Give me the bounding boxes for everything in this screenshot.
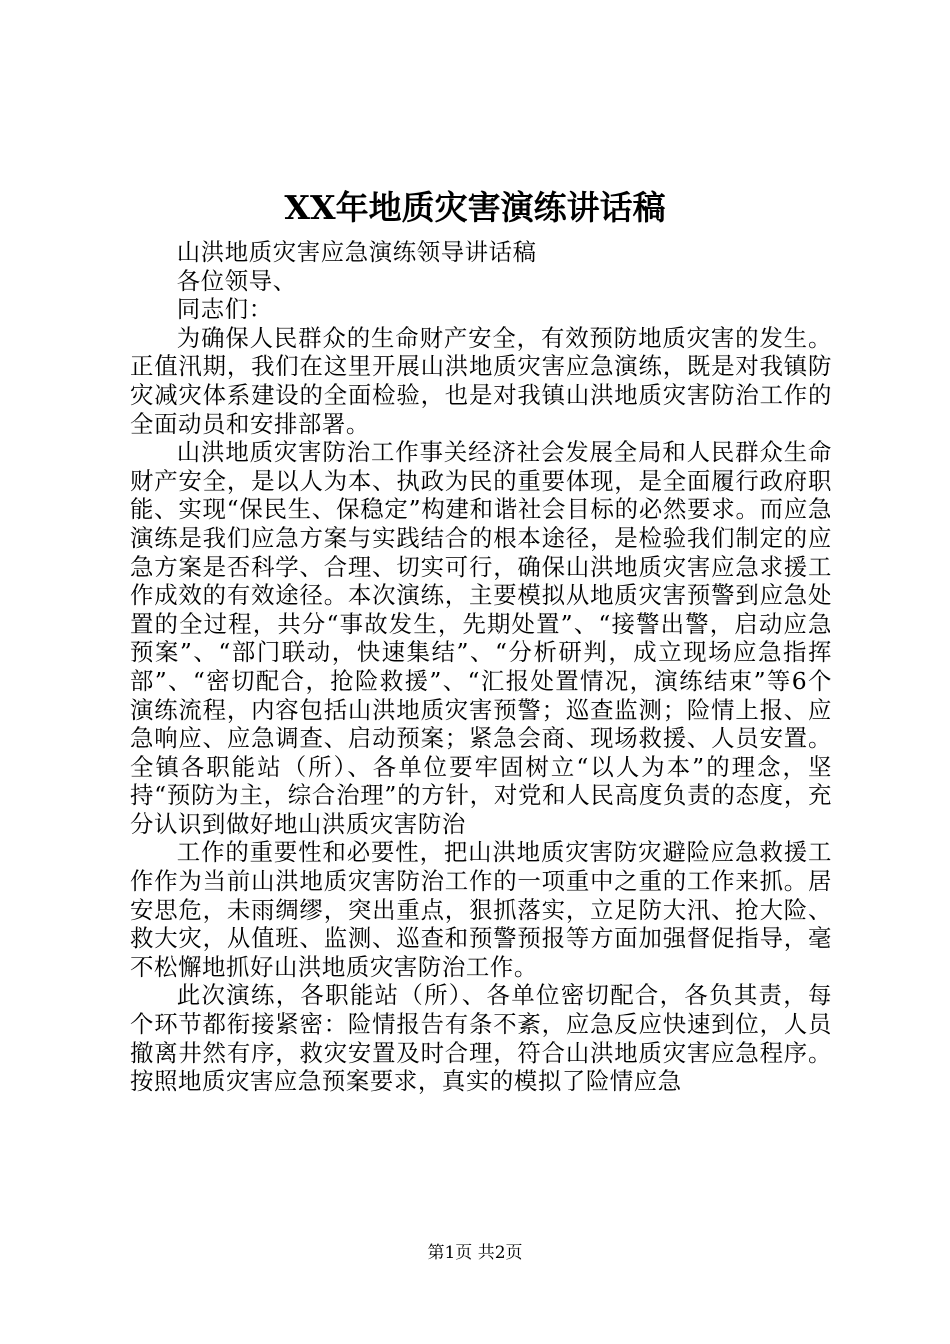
paragraph-intro: 为确保人民群众的生命财产安全，有效预防地质灾害的发生。正值汛期，我们在这里开展山洪地质灾害应急演练，既是对我镇防灾减灾体系建设的全面检验，也是对我镇山洪地质灾害防治工作的全面动员和安排部署。 <box>130 323 832 438</box>
page-indicator: 第1页 共2页 <box>427 1243 523 1263</box>
paragraph-subtitle: 山洪地质灾害应急演练领导讲话稿 <box>176 238 537 266</box>
paragraph-salutation-comrades: 同志们： <box>176 295 273 324</box>
document-body <box>130 238 832 1096</box>
paragraph-importance: 山洪地质灾害防治工作事关经济社会发展全局和人民群众生命财产安全，是以人为本、执政为民的重要体现，是全面履行政府职能、实现“保民生、保稳定”构建和谐社会目标的必然要求。而应急演练是我们应急方案与实践结合的根本途径，是检验我们制定的应急方案是否科学、合理、切实可行，确保山洪地质灾害应急求援工作成效的有效途径。本次演练，主要模拟从地质灾害预警到应急处置的全过程，共分“事故发生，先期处置”、“接警出警，启动应急预案”、“部门联动，快速集结”、“分析研判，成立现场应急指挥部”、“密切配合，抢险救援”、“汇报处置情况，演练结束”等6个演练流程，内容包括山洪地质灾害预警；巡查监测；险情上报、应急响应、应急调查、启动预案；紧急会商、现场救援、人员安置。全镇各职能站（所）、各单位要牢固树立“以人为本”的理念，坚持“预防为主，综合治理”的方针，对党和人民高度负责的态度，充分认识到做好地山洪质灾害防治 <box>130 438 832 838</box>
paragraph-work: 工作的重要性和必要性，把山洪地质灾害防灾避险应急救援工作作为当前山洪地质灾害防治工作的一项重中之重的工作来抓。居安思危，未雨绸缪，突出重点，狠抓落实，立足防大汛、抢大险、救大灾，从值班、监测、巡查和预警预报等方面加强督促指导，毫不松懈地抓好山洪地质灾害防治工作。 <box>130 838 832 981</box>
paragraph-drill-summary: 此次演练，各职能站（所）、各单位密切配合，各负其责，每个环节都衔接紧密：险情报告有条不紊，应急反应快速到位，人员撤离井然有序，救灾安置及时合理，符合山洪地质灾害应急程序。按照地质灾害应急预案要求，真实的模拟了险情应急 <box>130 981 832 1096</box>
document-title: XX年地质灾害演练讲话稿 <box>284 188 666 227</box>
paragraph-salutation-leaders: 各位领导、 <box>176 266 297 295</box>
